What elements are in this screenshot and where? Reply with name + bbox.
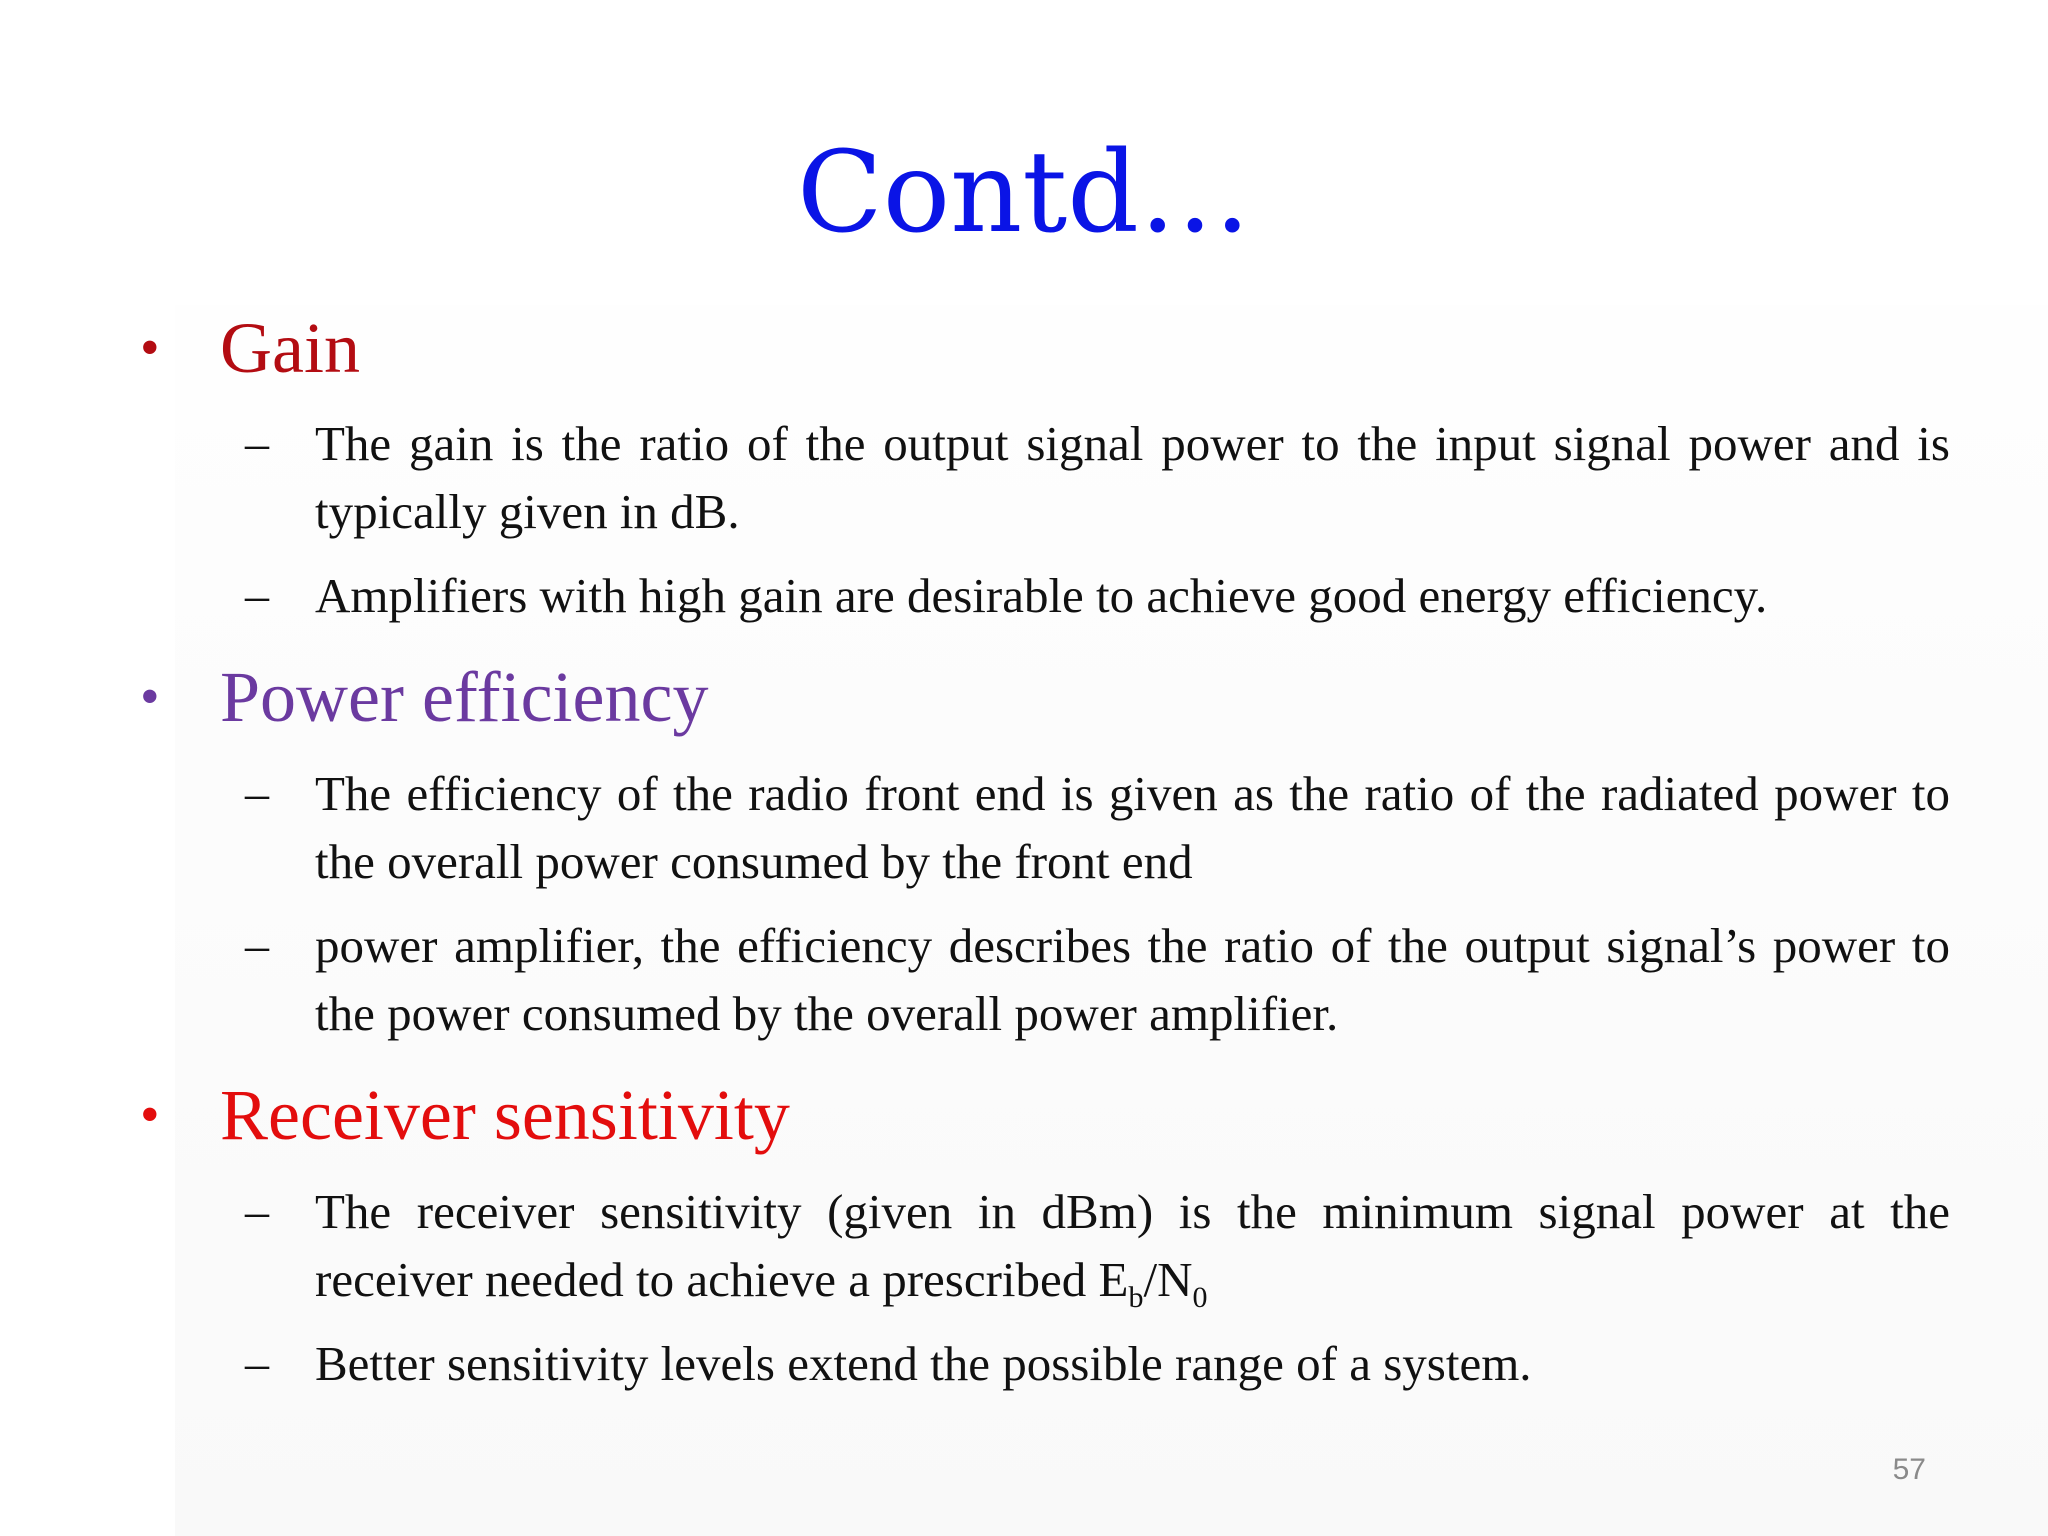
- sub-item-text: Better sensitivity levels extend the possible range of a system.: [315, 1336, 1532, 1391]
- slide-title: Contd…: [797, 128, 1251, 258]
- sensitivity-text: The receiver sensitivity (given in dBm) is the minimum signal power at the receiver needed to achieve a prescribed E: [315, 1184, 1950, 1307]
- subscript-b: b: [1128, 1280, 1144, 1314]
- bullet-dot: •: [140, 666, 160, 728]
- sub-item-text: The efficiency of the radio front end is given as the ratio of the radiated power to the overall power consumed by the front end: [315, 766, 1950, 889]
- bullet-dot: •: [140, 1084, 160, 1146]
- sub-item-text: power amplifier, the efficiency describes the ratio of the output signal’s power to the power consumed by the overall power amplifier.: [315, 918, 1950, 1041]
- sub-item-text: [315, 1178, 1950, 1314]
- subscript-0: 0: [1192, 1280, 1208, 1314]
- bullet-dot: •: [140, 317, 160, 379]
- dash-icon: –: [245, 417, 269, 470]
- dash-icon: –: [245, 569, 269, 622]
- page-number: 57: [1892, 1453, 1926, 1486]
- dash-icon: –: [245, 919, 269, 972]
- dash-icon: –: [245, 1185, 269, 1238]
- dash-icon: –: [245, 767, 269, 820]
- sub-item-text: The gain is the ratio of the output signal power to the input signal power and is typically given in dB.: [315, 416, 1950, 539]
- heading-gain: Gain: [220, 308, 360, 388]
- bullet-receiver-sensitivity: [140, 1070, 790, 1160]
- dash-icon: –: [245, 1337, 269, 1390]
- ratio-slash-n: /N: [1143, 1252, 1193, 1307]
- heading-power-efficiency: Power efficiency: [220, 657, 709, 737]
- bullet-gain: [140, 303, 360, 393]
- heading-receiver-sensitivity: Receiver sensitivity: [220, 1075, 790, 1155]
- sub-item-text: Amplifiers with high gain are desirable to achieve good energy efficiency.: [315, 568, 1768, 623]
- bullet-power-efficiency: [140, 652, 708, 742]
